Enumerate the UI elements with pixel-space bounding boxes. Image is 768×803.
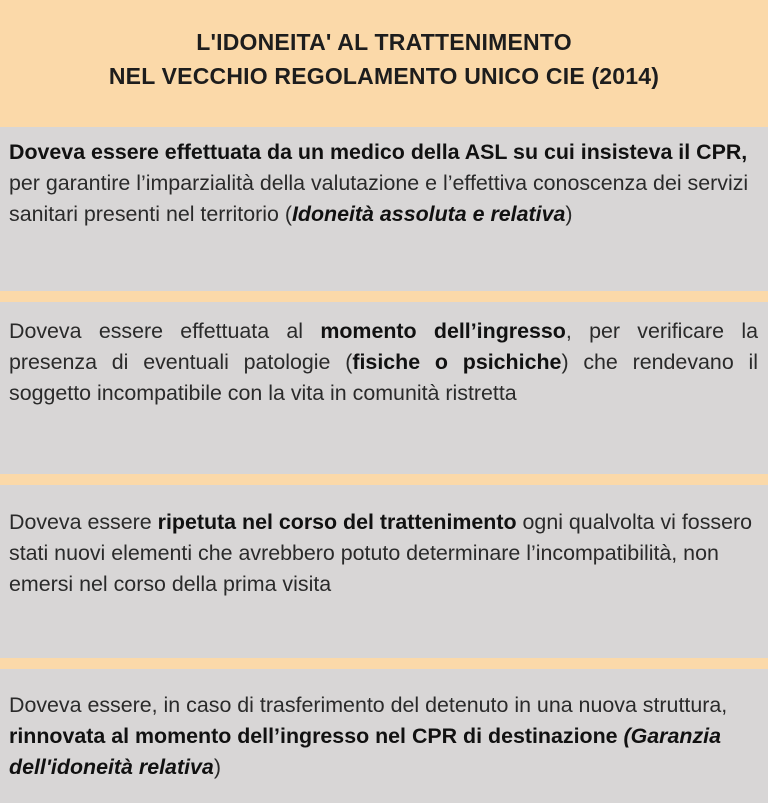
- card-1-bold: Doveva essere effettuata da un medico della ASL su cui insisteva il CPR,: [9, 140, 748, 164]
- card-2-text-a: Doveva essere effettuata al: [9, 319, 321, 343]
- card-4-text-a: Doveva essere, in caso di trasferimento del detenuto in una nuova struttura,: [9, 693, 728, 717]
- title-line-1: L'IDONEITA' AL TRATTENIMENTO: [196, 29, 572, 55]
- info-card-1: [0, 127, 768, 291]
- card-4-text-c: ): [213, 755, 221, 779]
- card-3-bold: ripetuta nel corso del trattenimento: [157, 510, 517, 534]
- card-1-bold-italic: Idoneità assoluta e relativa: [291, 202, 566, 226]
- card-3-text: [9, 507, 758, 600]
- card-2-text: [9, 316, 758, 409]
- card-2-bold-b: fisiche o psichiche: [352, 350, 562, 374]
- card-3-text-b: ogni qualvolta vi fossero stati nuovi elementi che avrebbero potuto determinare l’incompatibilità, non emersi nel corso della prima visita: [9, 510, 753, 596]
- card-4-text: [9, 690, 758, 783]
- card-3-text-a: Doveva essere: [9, 510, 158, 534]
- card-1-text-b: ): [565, 202, 573, 226]
- info-card-4: [0, 669, 768, 803]
- card-2-bold-a: momento dell’ingresso: [320, 319, 566, 343]
- header-banner: [0, 0, 768, 118]
- card-1-text: [9, 137, 758, 230]
- info-card-3: [0, 485, 768, 658]
- card-4-bold-italic: (Garanzia dell'idoneità relativa: [9, 724, 721, 779]
- card-1-text-a: per garantire l’imparzialità della valutazione e l’effettiva conoscenza dei servizi sanitari presenti nel territorio (: [9, 171, 749, 226]
- card-2-text-c: ) che rendevano il soggetto incompatibile con la vita in comunità ristretta: [9, 350, 758, 405]
- info-card-2: [0, 302, 768, 474]
- card-2-text-b: , per verificare la presenza di eventuali patologie (: [9, 319, 758, 374]
- title-line-2: NEL VECCHIO REGOLAMENTO UNICO CIE (2014): [108, 63, 660, 89]
- card-4-bold: rinnovata al momento dell’ingresso nel CPR di destinazione: [9, 724, 618, 748]
